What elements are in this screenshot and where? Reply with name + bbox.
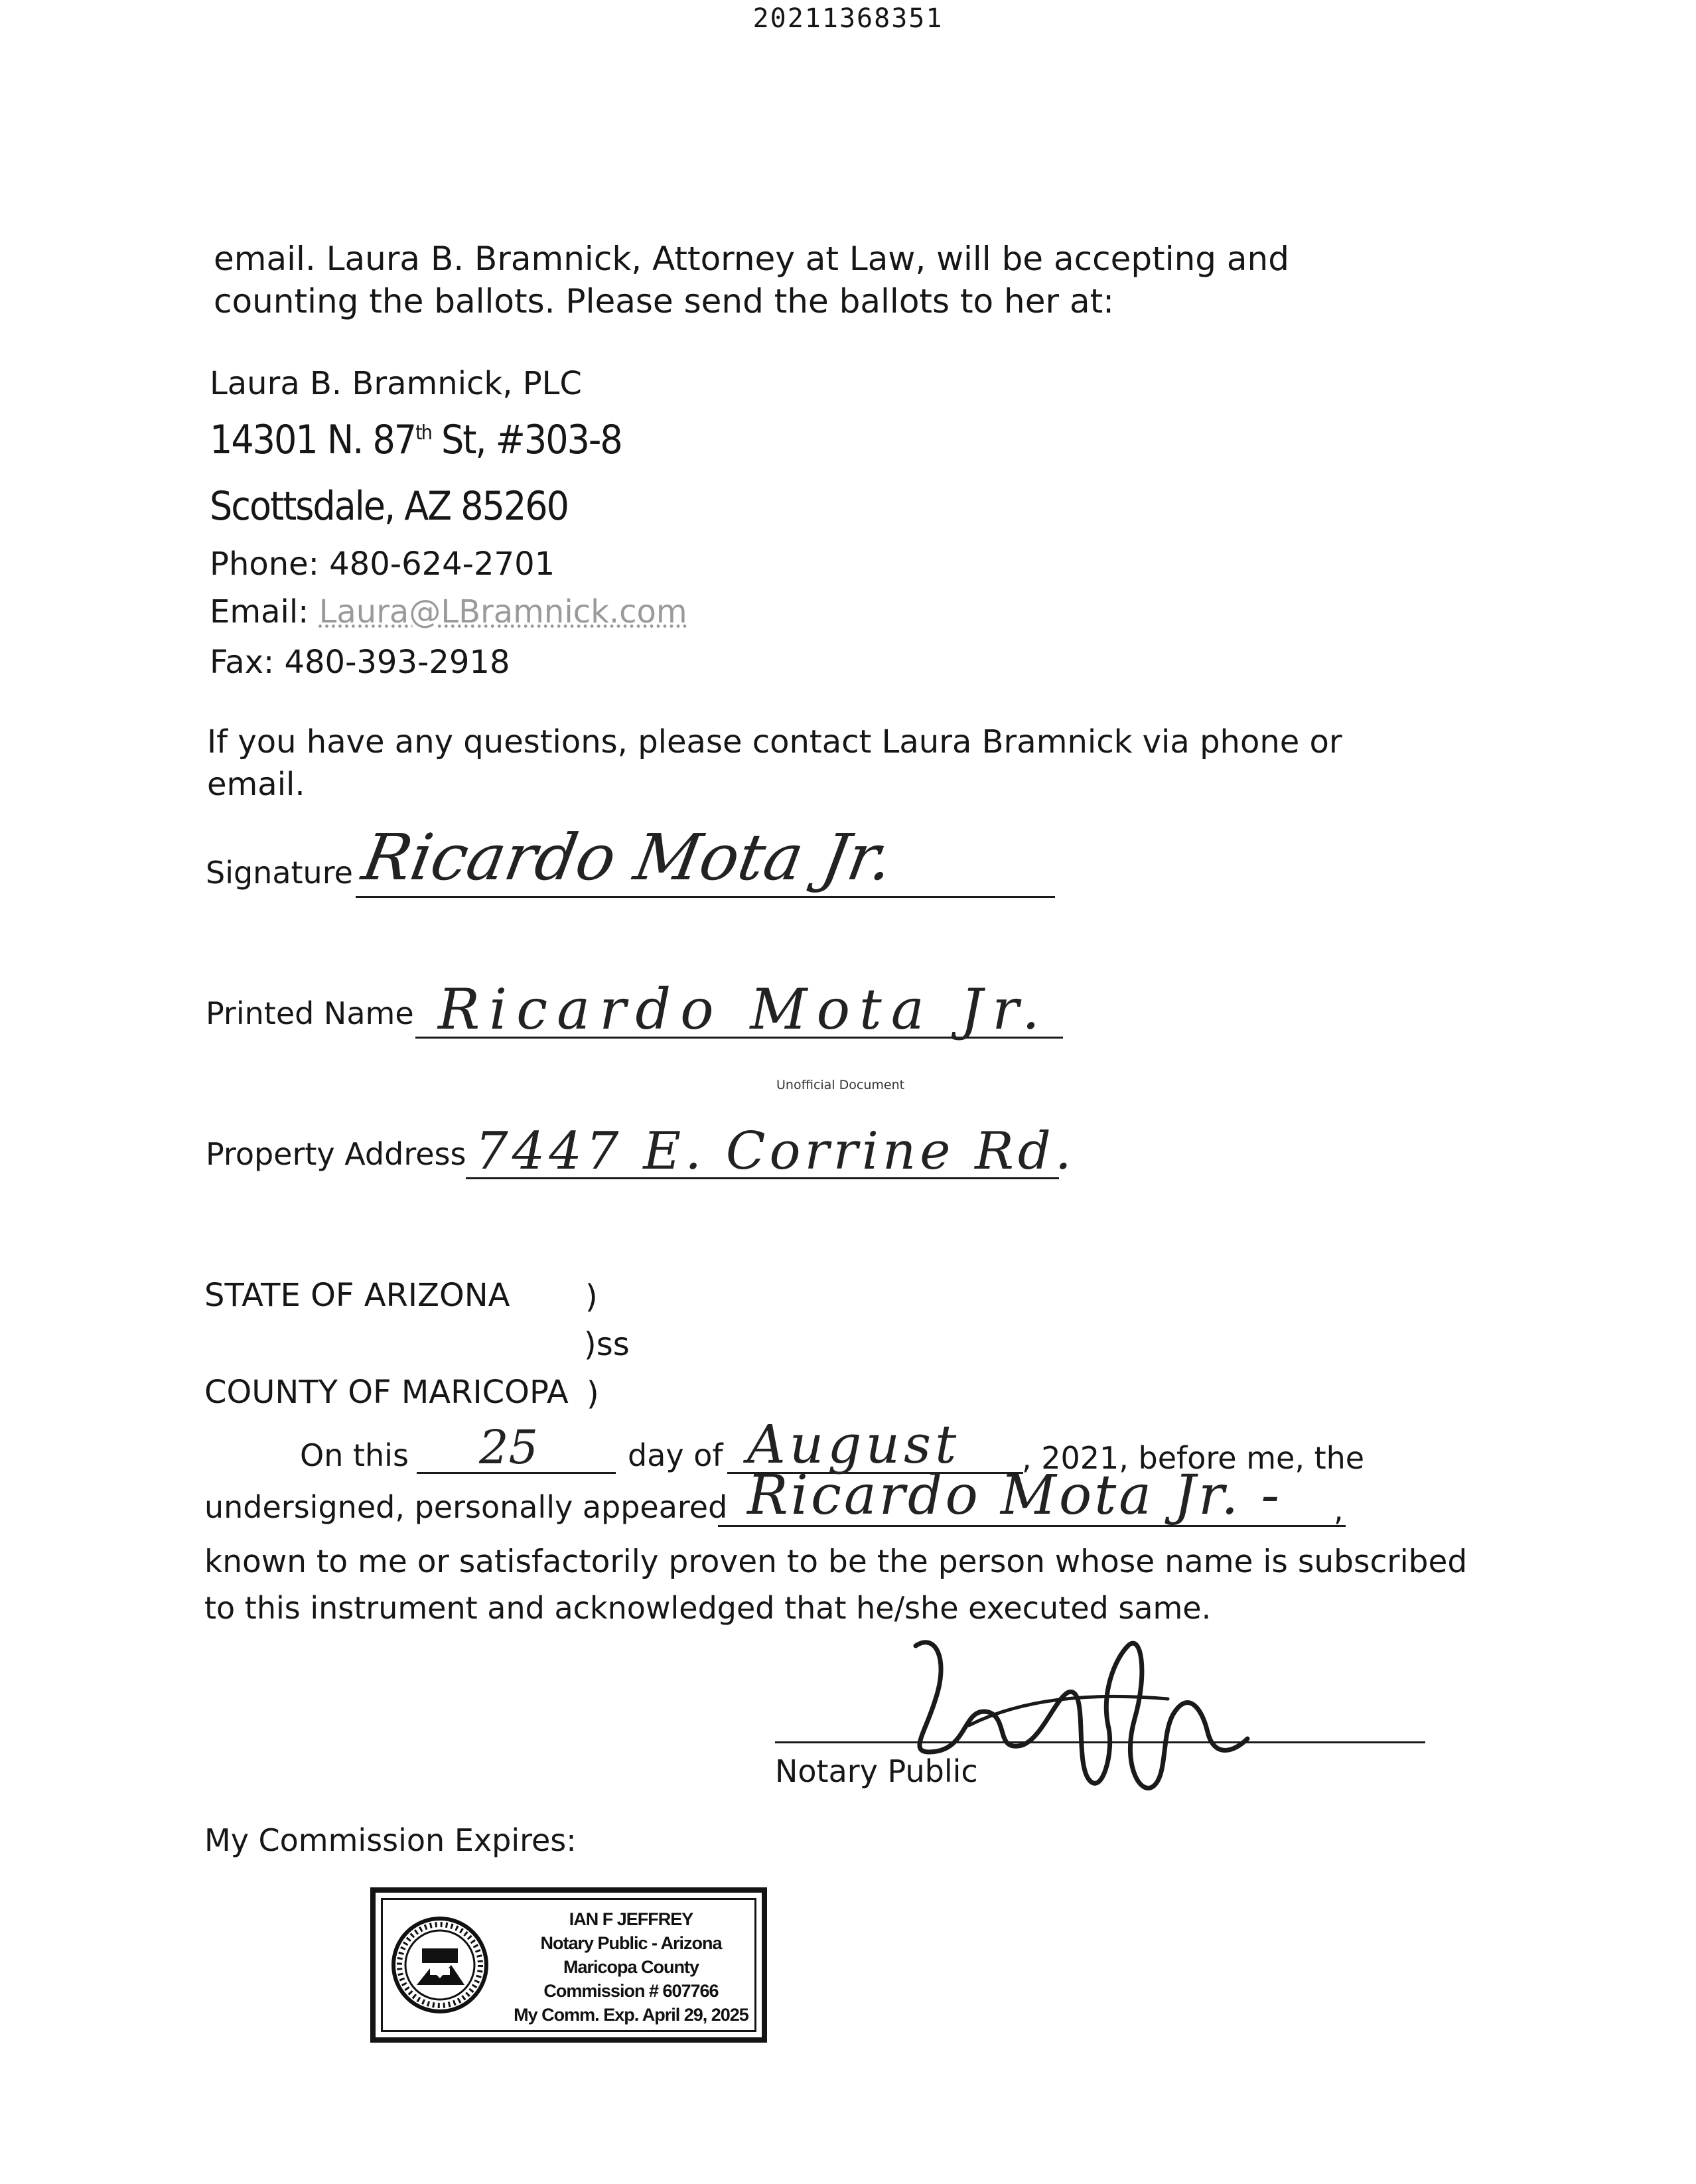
ack-day-of: day of	[628, 1437, 723, 1473]
stamp-line-name: IAN F JEFFREY	[569, 1909, 693, 1929]
email-label: Email:	[210, 593, 319, 630]
email-link[interactable]: Laura@LBramnick.com	[318, 593, 687, 630]
signature-label: Signature	[206, 855, 353, 891]
ack-line4: to this instrument and acknowledged that he/she executed same.	[204, 1590, 1212, 1626]
ack-year: , 2021, before me, the	[1022, 1440, 1365, 1476]
phone-value: 480-624-2701	[329, 546, 555, 583]
property-address-value: 7447 E. Corrine Rd.	[475, 1122, 1076, 1181]
venue-state: STATE OF ARIZONA	[204, 1277, 510, 1314]
contact-email	[210, 593, 687, 630]
notary-public-label: Notary Public	[775, 1753, 978, 1789]
contact-phone	[210, 546, 555, 583]
street-rest: St, #303-8	[431, 417, 622, 463]
signature-value: Ricardo Mota Jr.	[357, 820, 899, 895]
ack-appeared: undersigned, personally appeared	[204, 1489, 728, 1525]
venue-county: COUNTY OF MARICOPA	[204, 1374, 569, 1411]
stamp-line-commission: Commission # 607766	[543, 1981, 719, 2001]
fax-value: 480-393-2918	[284, 644, 510, 681]
street-suffix: th	[415, 421, 431, 445]
printed-name-label: Printed Name	[206, 995, 414, 1031]
property-address-label: Property Address	[206, 1136, 466, 1172]
stamp-text	[502, 1907, 760, 2027]
street-prefix: 14301 N. 87	[210, 417, 416, 463]
stamp-line-county: Maricopa County	[563, 1957, 699, 1977]
ack-line3: known to me or satisfactorily proven to be the person whose name is subscribed	[204, 1544, 1468, 1580]
phone-label: Phone:	[210, 546, 330, 583]
day-value: 25	[479, 1420, 539, 1475]
fax-label: Fax:	[210, 644, 285, 681]
printed-name-value: Ricardo Mota Jr.	[438, 977, 1049, 1042]
unofficial-watermark: Unofficial Document	[776, 1078, 905, 1092]
contact-name: Laura B. Bramnick, PLC	[210, 365, 582, 402]
ack-appeared-end: ,	[1334, 1492, 1344, 1528]
venue-ss: )ss	[584, 1326, 630, 1363]
signature-line	[356, 896, 1055, 898]
intro-paragraph: email. Laura B. Bramnick, Attorney at Law, will be accepting and counting the ballots. Please send the ballots to her at:	[214, 240, 1289, 321]
notary-signature-line	[775, 1741, 1425, 1743]
document-number: 20211368351	[752, 3, 944, 34]
notary-stamp	[370, 1887, 767, 2043]
stamp-line-expiry: My Comm. Exp. April 29, 2025	[514, 2005, 748, 2025]
questions-text: If you have any questions, please contact Laura Bramnick via phone or email.	[207, 723, 1342, 803]
contact-city: Scottsdale, AZ 85260	[210, 483, 568, 530]
state-seal-icon	[390, 1915, 490, 2015]
commission-expires-label: My Commission Expires:	[204, 1822, 577, 1858]
contact-fax	[210, 644, 510, 681]
venue-county-paren: )	[587, 1375, 599, 1412]
ack-on-this: On this	[300, 1437, 409, 1473]
stamp-line-title: Notary Public - Arizona	[540, 1933, 722, 1953]
appeared-value: Ricardo Mota Jr. -	[747, 1464, 1283, 1527]
month-value: August	[747, 1414, 961, 1475]
venue-state-paren: )	[585, 1278, 598, 1315]
contact-street	[210, 417, 622, 463]
